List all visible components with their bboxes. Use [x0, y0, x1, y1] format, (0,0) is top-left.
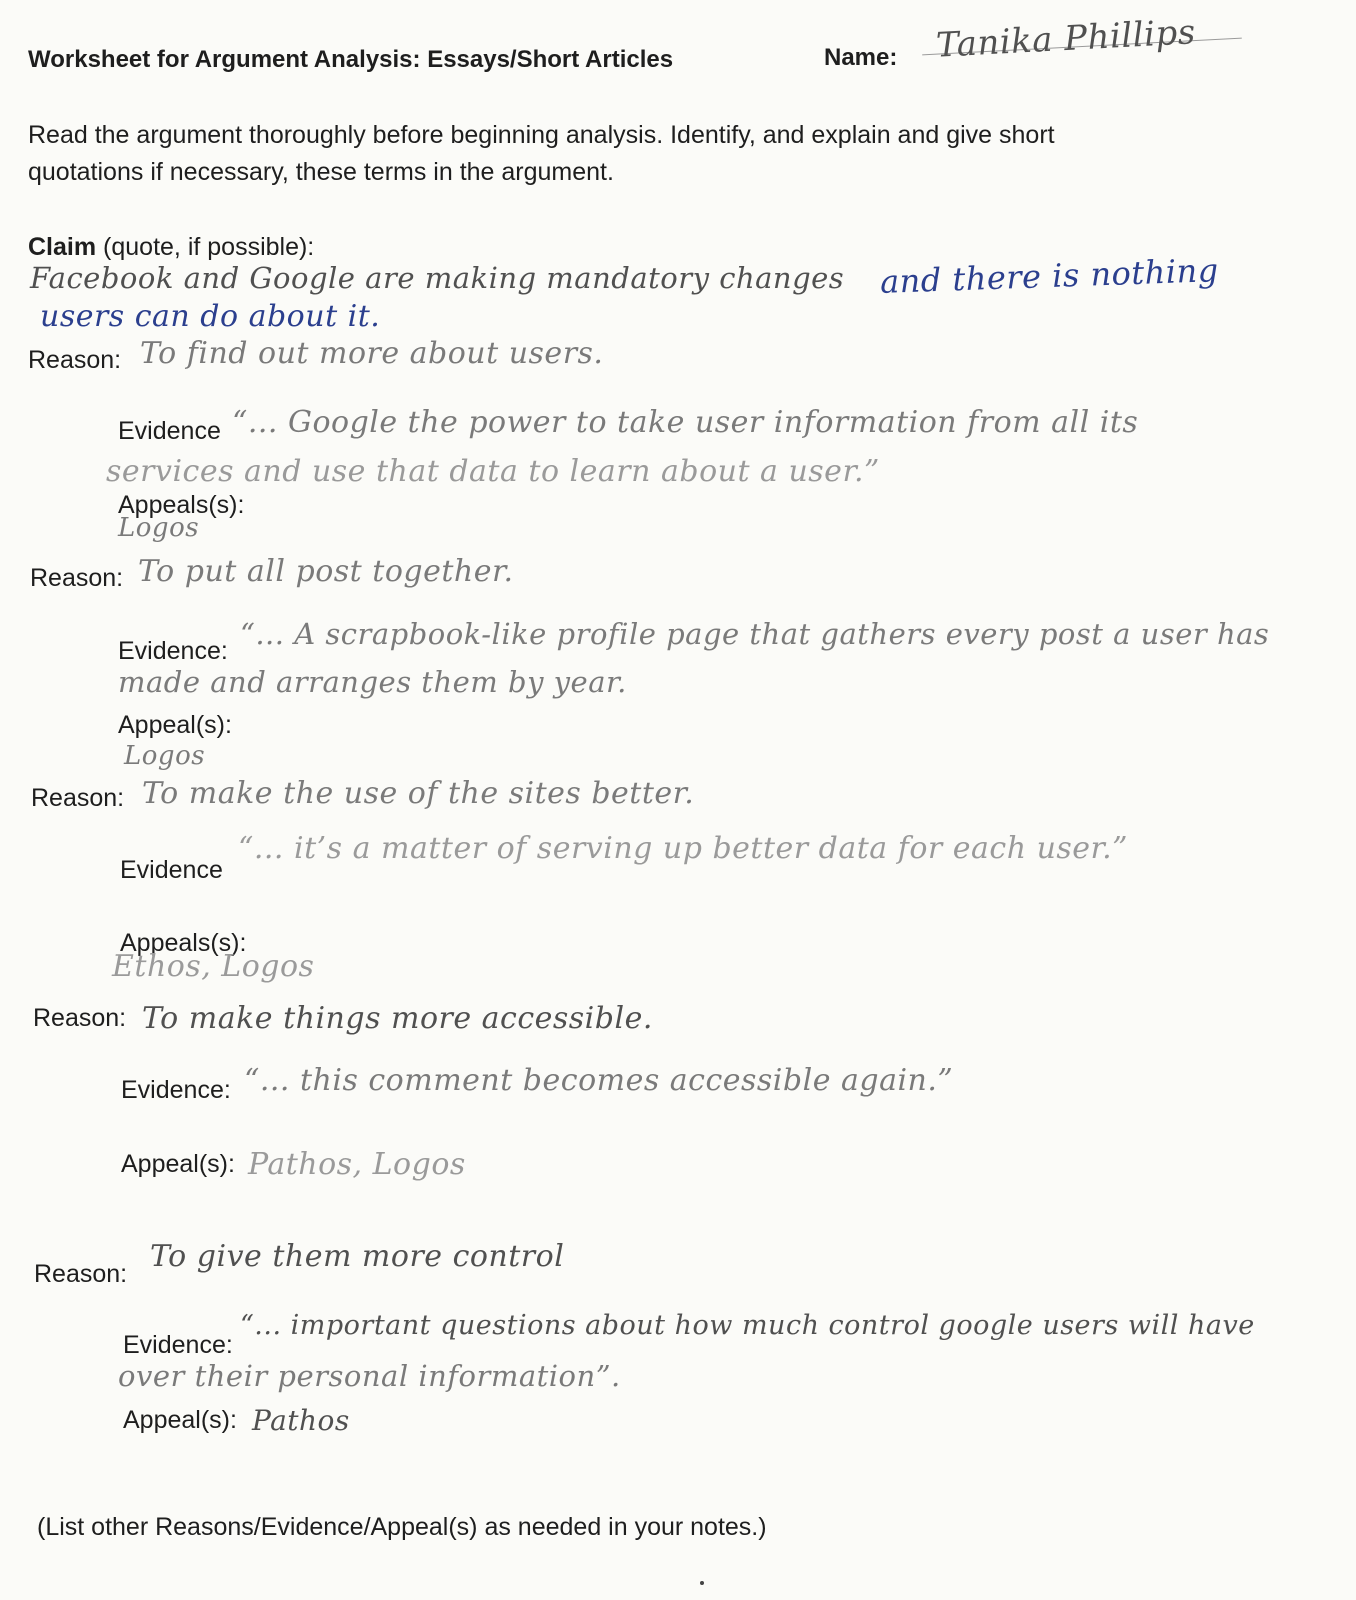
appeal-1-answer: Logos	[118, 513, 200, 543]
evidence-1-line-1: “... Google the power to take user information from all its	[232, 405, 1139, 440]
reason-1-label: Reason:	[28, 346, 122, 374]
instructions-line-1: Read the argument thoroughly before beginning analysis. Identify, and explain and give short	[28, 121, 1055, 149]
appeal-2-answer: Logos	[124, 741, 206, 771]
evidence-3-line-1: “... it’s a matter of serving up better data for each user.”	[238, 831, 1128, 866]
claim-label-suffix: (quote, if possible):	[96, 233, 315, 261]
evidence-2-label: Evidence:	[118, 637, 228, 665]
evidence-5-line-2: over their personal information”.	[118, 1359, 621, 1393]
claim-label	[28, 232, 314, 262]
reason-4-label: Reason:	[33, 1004, 127, 1032]
appeal-2-label: Appeal(s):	[118, 711, 232, 739]
appeal-4-label: Appeal(s):	[121, 1150, 235, 1178]
reason-2-answer: To put all post together.	[138, 554, 514, 589]
appeal-1-label: Appeals(s):	[118, 491, 245, 519]
appeal-3-label: Appeals(s):	[120, 929, 247, 957]
footer-note: (List other Reasons/Evidence/Appeal(s) as needed in your notes.)	[37, 1513, 767, 1541]
claim-answer-line-1: Facebook and Google are making mandatory changes	[30, 261, 845, 295]
reason-2-label: Reason:	[30, 564, 124, 592]
name-label: Name:	[824, 44, 898, 71]
claim-label-bold: Claim	[28, 233, 97, 261]
reason-3-label: Reason:	[31, 784, 125, 812]
reason-3-answer: To make the use of the sites better.	[142, 776, 695, 811]
reason-5-answer: To give them more control	[150, 1239, 565, 1274]
claim-answer-line-2: users can do about it.	[40, 299, 381, 334]
evidence-2-line-2: made and arranges them by year.	[118, 665, 627, 699]
appeal-5-answer: Pathos	[252, 1404, 350, 1437]
evidence-2-line-1: “... A scrapbook-like profile page that gathers every post a user has	[240, 617, 1270, 651]
claim-answer-line-1-addition: and there is nothing	[879, 251, 1220, 301]
evidence-4-label: Evidence:	[121, 1076, 231, 1104]
evidence-5-line-1: “... important questions about how much control google users will have	[240, 1310, 1255, 1341]
appeal-3-answer: Ethos, Logos	[112, 949, 315, 984]
student-name: Tanika Phillips	[935, 12, 1197, 66]
instructions-line-2: quotations if necessary, these terms in the argument.	[28, 158, 614, 186]
scan-speck	[700, 1581, 704, 1585]
evidence-1-label: Evidence	[118, 417, 221, 445]
reason-1-answer: To find out more about users.	[140, 336, 604, 371]
reason-4-answer: To make things more accessible.	[142, 1001, 653, 1036]
evidence-4-line-1: “... this comment becomes accessible again.”	[244, 1063, 954, 1098]
evidence-3-label: Evidence	[120, 856, 223, 884]
appeal-5-label: Appeal(s):	[123, 1406, 237, 1434]
evidence-5-label: Evidence:	[123, 1331, 233, 1359]
reason-5-label: Reason:	[34, 1260, 128, 1288]
worksheet-title: Worksheet for Argument Analysis: Essays/Short Articles	[28, 46, 674, 73]
appeal-4-answer: Pathos, Logos	[248, 1147, 466, 1182]
evidence-1-line-2: services and use that data to learn about a user.”	[106, 454, 880, 489]
